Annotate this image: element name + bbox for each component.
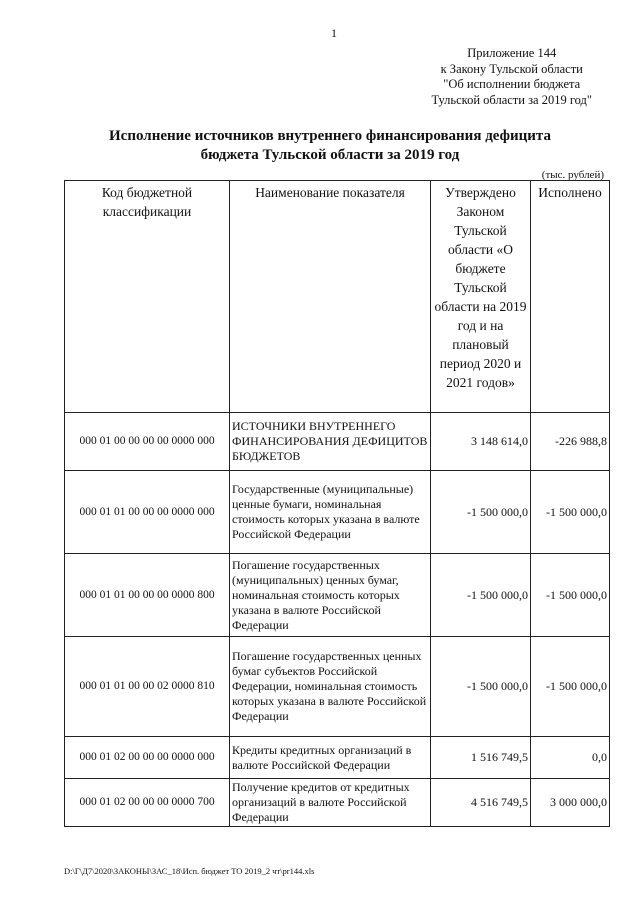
row-name: Погашение государственных (муниципальных) ценных бумаг, номинальная стоимость которых указана в валюте Российской Федерации <box>230 554 431 637</box>
title-line: бюджета Тульской области за 2019 год <box>200 147 460 163</box>
row-name: Получение кредитов от кредитных организаций в валюте Российской Федерации <box>230 779 431 827</box>
title-line: Исполнение источников внутреннего финансирования дефицита <box>109 128 551 144</box>
header-approved: Утверждено Законом Тульской области «О бюджете Тульской области на 2019 год и на плановый период 2020 и 2021 годов» <box>431 181 531 413</box>
row-name: Государственные (муниципальные) ценные бумаги, номинальная стоимость которых указана в валюте Российской Федерации <box>230 471 431 554</box>
row-code: 000 01 01 00 00 02 0000 810 <box>65 637 230 737</box>
row-code: 000 01 02 00 00 00 0000 000 <box>65 737 230 779</box>
row-approved: -1 500 000,0 <box>431 554 531 637</box>
row-name: Погашение государственных ценных бумаг субъектов Российской Федерации, номинальная стоимость которых указана в валюте Российской Федерации <box>230 637 431 737</box>
appendix-line: Тульской области за 2019 год" <box>431 92 592 107</box>
row-approved: 4 516 749,5 <box>431 779 531 827</box>
row-executed: -226 988,8 <box>531 413 610 471</box>
row-approved: 1 516 749,5 <box>431 737 531 779</box>
table-row <box>65 779 610 827</box>
header-code: Код бюджетной классификации <box>65 181 230 413</box>
row-executed: -1 500 000,0 <box>531 554 610 637</box>
header-name: Наименование показателя <box>230 181 431 413</box>
row-code: 000 01 01 00 00 00 0000 000 <box>65 471 230 554</box>
file-path-footer: D:\Г\Д7\2020\ЗАКОНЫ\ЗАС_18\Исп. бюджет ТО 2019_2 чт\pr144.xls <box>64 866 315 876</box>
appendix-note <box>431 46 592 108</box>
units-note: (тыс. рублей) <box>541 169 604 181</box>
row-executed: -1 500 000,0 <box>531 637 610 737</box>
table-row <box>65 413 610 471</box>
row-code: 000 01 01 00 00 00 0000 800 <box>65 554 230 637</box>
table-row <box>65 637 610 737</box>
appendix-line: Приложение 144 <box>467 46 557 60</box>
table-row <box>65 737 610 779</box>
table-row <box>65 471 610 554</box>
row-approved: -1 500 000,0 <box>431 637 531 737</box>
row-approved: 3 148 614,0 <box>431 413 531 471</box>
row-executed: -1 500 000,0 <box>531 471 610 554</box>
page-number: 1 <box>331 26 337 40</box>
table-header-row <box>65 181 610 413</box>
row-executed: 0,0 <box>531 737 610 779</box>
financing-table <box>64 180 610 827</box>
row-code: 000 01 02 00 00 00 0000 700 <box>65 779 230 827</box>
appendix-line: "Об исполнении бюджета <box>443 77 581 91</box>
row-executed: 3 000 000,0 <box>531 779 610 827</box>
row-name: Кредиты кредитных организаций в валюте Российской Федерации <box>230 737 431 779</box>
appendix-line: к Закону Тульской области <box>440 61 583 76</box>
row-approved: -1 500 000,0 <box>431 471 531 554</box>
header-executed: Исполнено <box>531 181 610 413</box>
row-code: 000 01 00 00 00 00 0000 000 <box>65 413 230 471</box>
document-title <box>80 127 580 165</box>
table-row <box>65 554 610 637</box>
row-name: ИСТОЧНИКИ ВНУТРЕННЕГО ФИНАНСИРОВАНИЯ ДЕФИЦИТОВ БЮДЖЕТОВ <box>230 413 431 471</box>
